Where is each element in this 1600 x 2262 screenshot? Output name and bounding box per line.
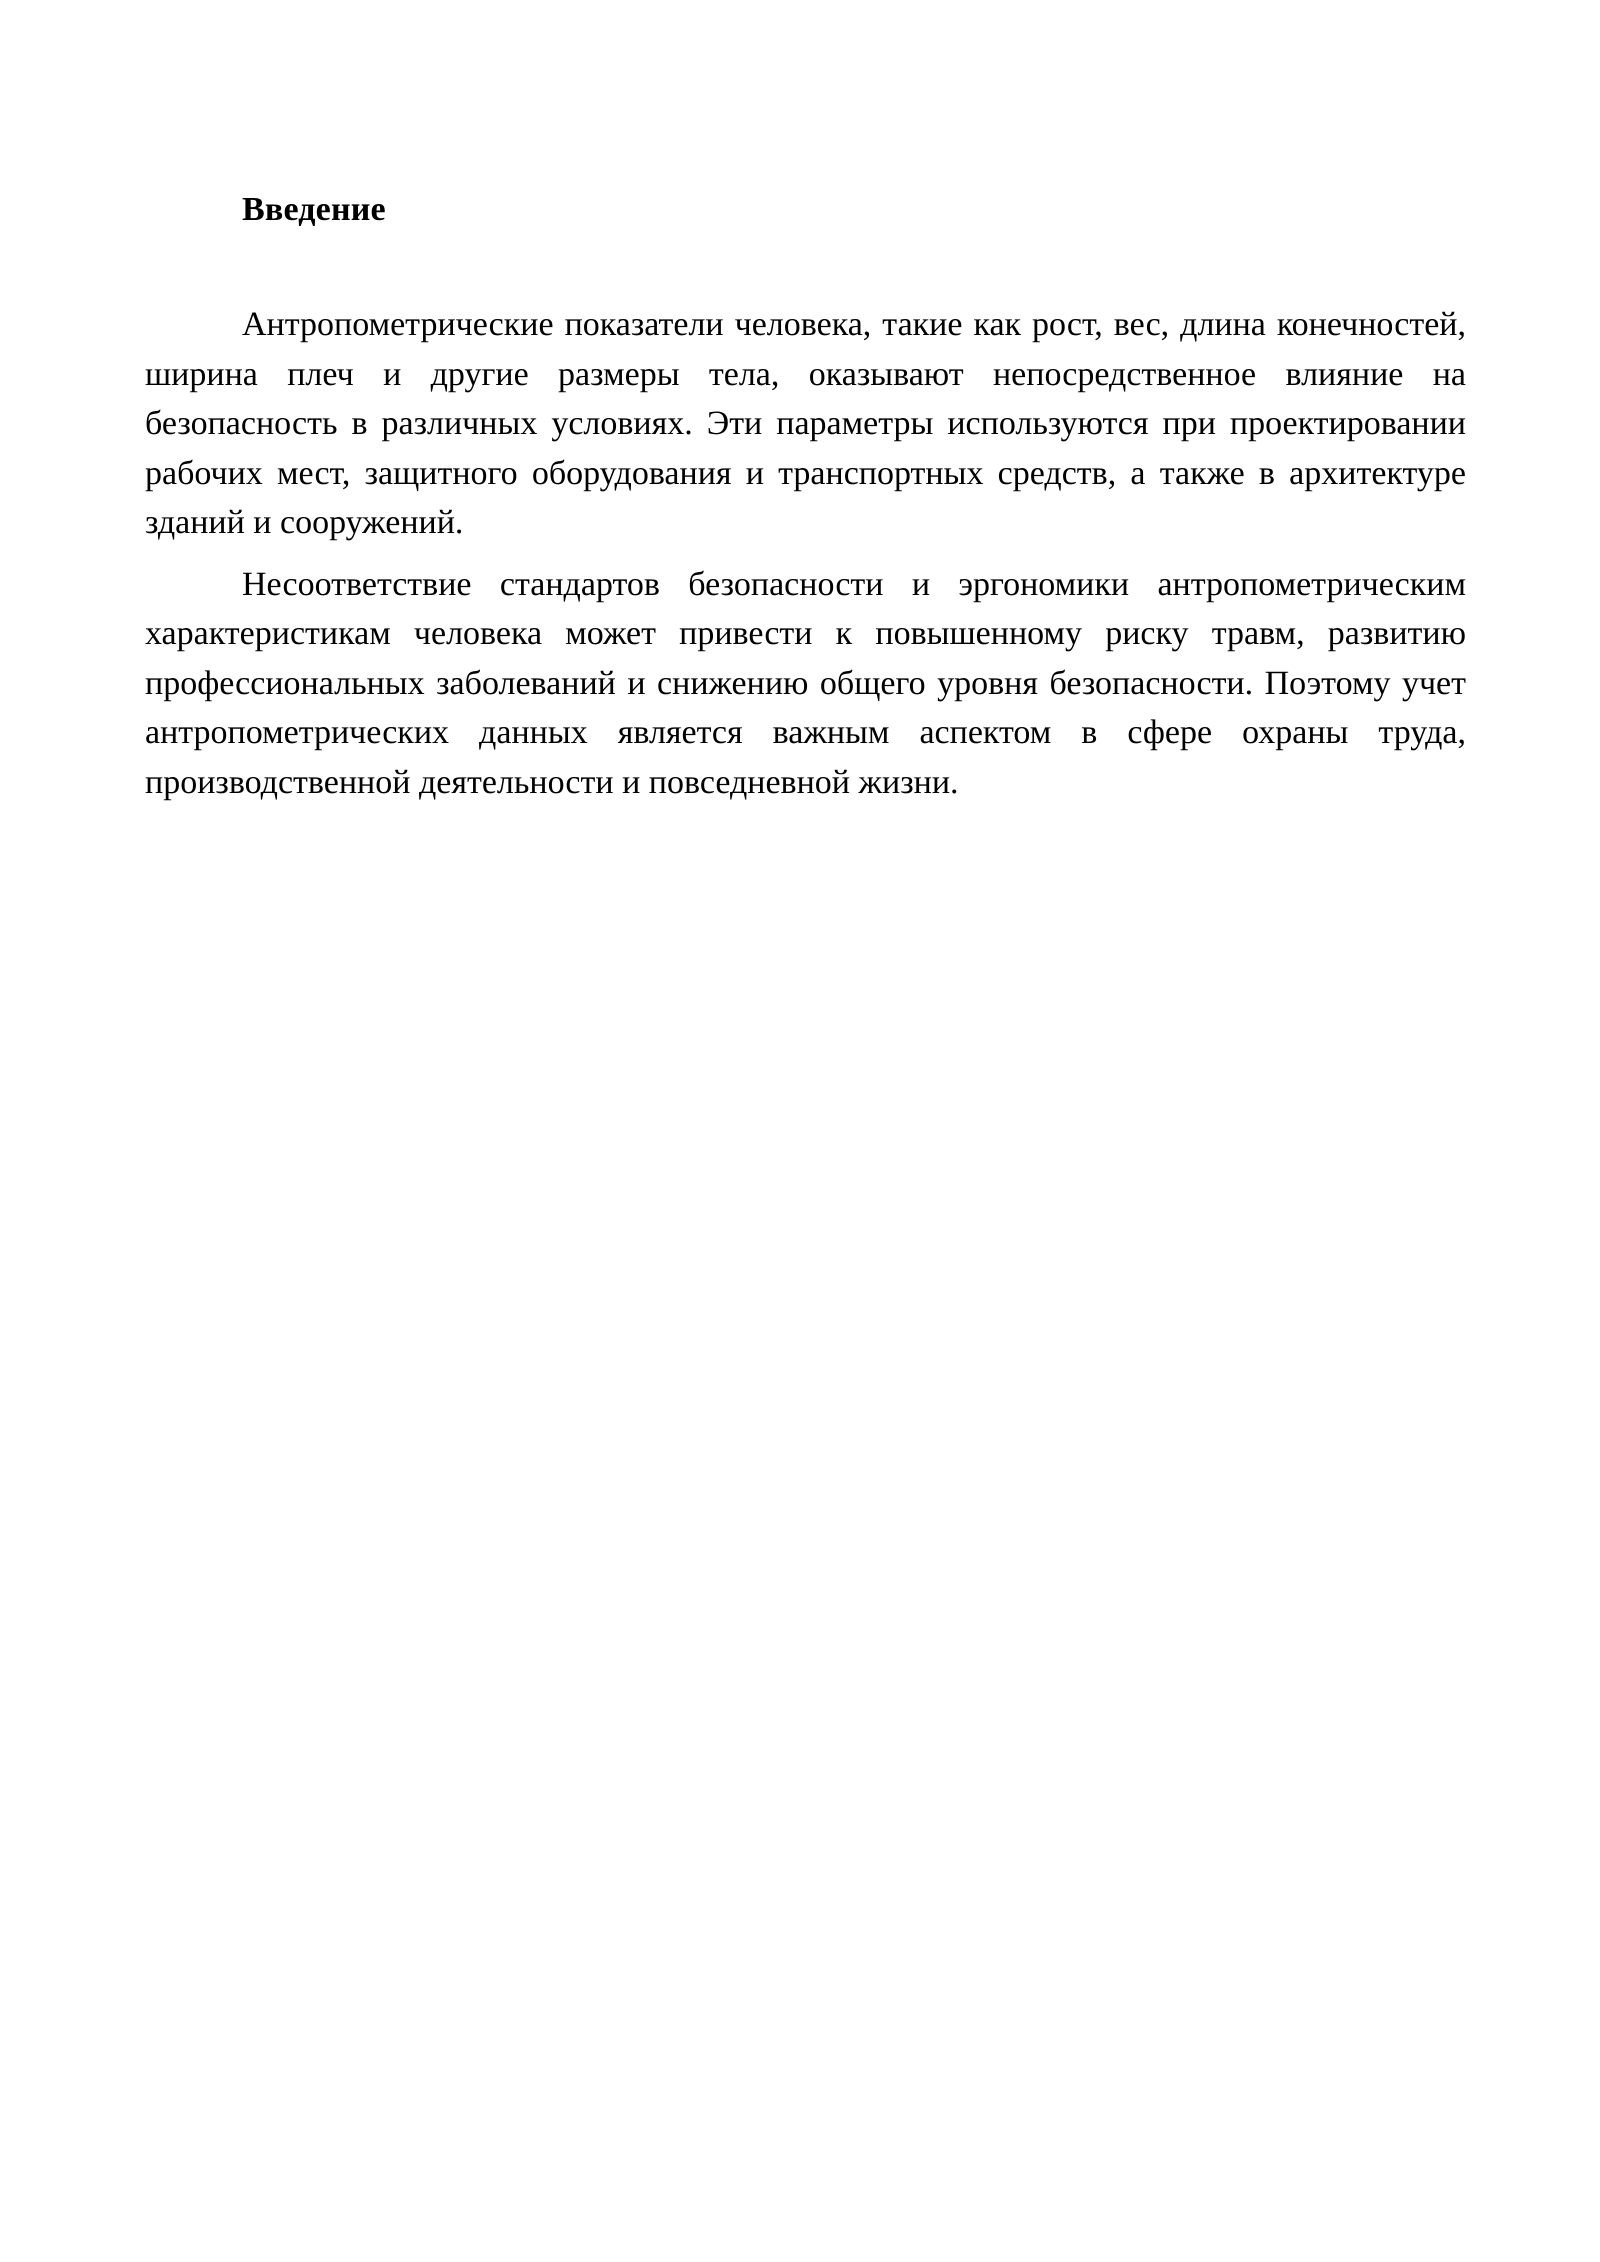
paragraph-1: Антропометрические показатели человека, такие как рост, вес, длина конечностей, ширина плеч и другие размеры тела, оказывают непосредственное влияние на безопасность в различных условиях. Эти параметры используются при проектировании рабочих мест, защитного оборудования и транспортных средств, а также в архитектуре зданий и сооружений. [145,306,1466,542]
section-heading: Введение [242,191,386,228]
paragraph-2: Несоответствие стандартов безопасности и эргономики антропометрическим характеристикам человека может привести к повышенному риску травм, развитию профессиональных заболеваний и снижению общего уровня безопасности. Поэтому учет антропометрических данных является важным аспектом в сфере охраны труда, производственной деятельности и повседневной жизни. [145,565,1466,801]
